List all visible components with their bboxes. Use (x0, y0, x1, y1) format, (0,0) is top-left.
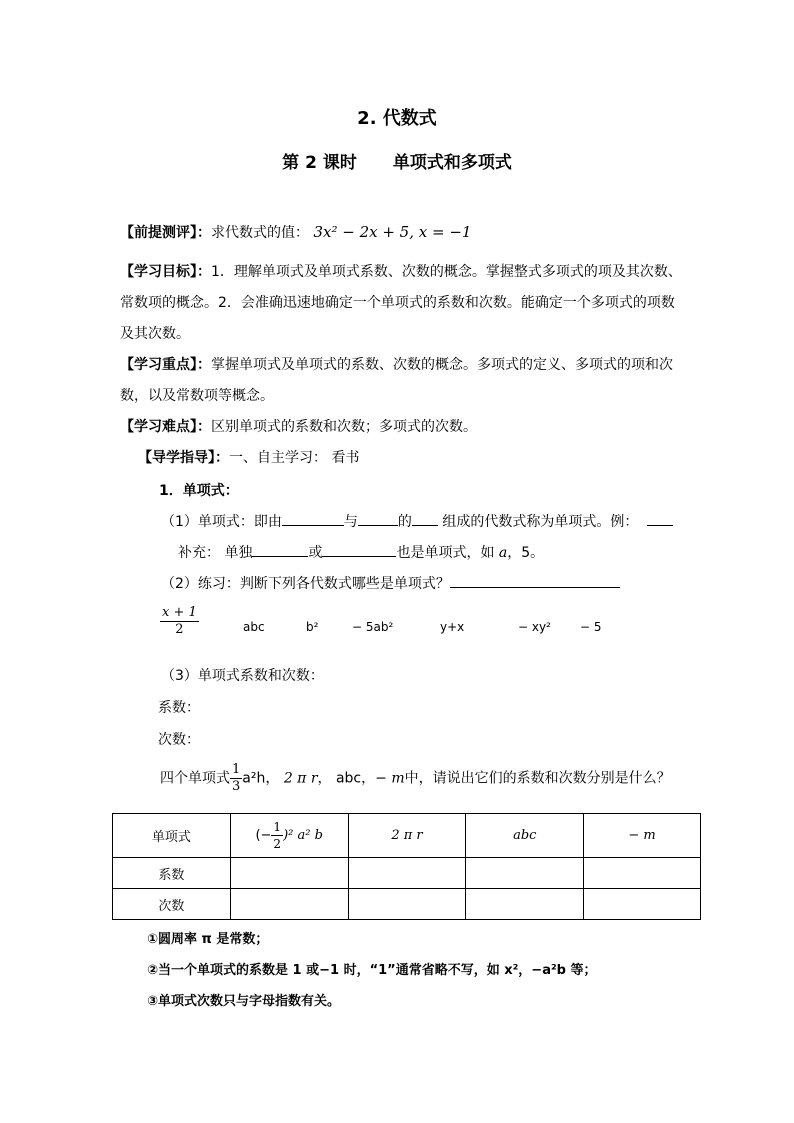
table-cell[interactable] (584, 889, 701, 920)
fraction (230, 762, 242, 795)
item-1-text-b: 与 (343, 514, 358, 530)
item-2-text: （2）练习：判断下列各代数式哪些是单项式？ (161, 576, 450, 592)
table-header-cell: 单项式 (113, 814, 231, 858)
supplement-text-b: 或 (308, 545, 323, 561)
supplement-text-c: 也是单项式，如 (396, 545, 499, 561)
monomial-1-prefix: (− (255, 828, 272, 843)
guide (138, 447, 359, 467)
monomial-1-suffix: )² a² b (283, 828, 323, 843)
lesson-topic: 单项式和多项式 (392, 153, 512, 173)
objectives-text-1: 1．理解单项式及单项式系数、次数的概念。掌握整式多项式的项及其次数、 (211, 264, 682, 280)
key-points-line-2: 数，以及常数项等概念。 (120, 388, 274, 404)
fraction-numerator: x + 1 (162, 605, 197, 620)
example-neg-xy2: − xy² (518, 620, 551, 634)
degree-label: 次数： (158, 732, 200, 748)
table-cell[interactable] (348, 858, 466, 889)
table-row (113, 814, 701, 858)
item-3: （3）单项式系数和次数： (161, 668, 324, 684)
fraction-denominator: 2 (273, 837, 282, 851)
fraction (160, 605, 199, 638)
pre-test-expression: 3x² − 2x + 5, x = −1 (313, 223, 472, 241)
blank[interactable] (647, 511, 673, 526)
pre-test-text: 求代数式的值： (211, 225, 309, 241)
pre-test-label: 【前提测评】： (120, 225, 211, 241)
table-cell[interactable] (348, 889, 466, 920)
table-monomial-4: − m (584, 814, 701, 858)
guide-text: 一、自主学习： 看书 (229, 450, 360, 466)
table-cell[interactable] (230, 889, 348, 920)
supplement-text-e: ，5。 (507, 545, 545, 561)
item-2 (161, 573, 620, 593)
fraction (271, 819, 283, 852)
table-row-label-degree: 次数 (113, 889, 231, 920)
blank[interactable] (322, 542, 396, 557)
lesson-heading (0, 148, 794, 173)
page-title: 2. 代数式 (357, 108, 437, 129)
blank[interactable] (282, 511, 344, 526)
table-cell[interactable] (466, 889, 584, 920)
item-1-text-c: 的 (397, 514, 412, 530)
example-abc: abc (243, 620, 265, 634)
note-1: ①圆周率 π 是常数； (147, 932, 269, 947)
table-monomial-2: 2 π r (348, 814, 466, 858)
blank[interactable] (358, 511, 398, 526)
table-monomial-1 (230, 814, 348, 858)
table-row (113, 889, 701, 920)
fraction-numerator: 1 (232, 762, 241, 777)
objectives-label: 【学习目标】： (120, 264, 211, 280)
difficulties (120, 416, 477, 436)
question-text-f: 中，请说出它们的系数和次数分别是什么？ (404, 770, 671, 787)
difficulties-text: 区别单项式的系数和次数；多项式的次数。 (211, 419, 477, 435)
example-neg-5ab2: − 5ab² (352, 620, 394, 634)
supplement-var: a (498, 545, 508, 561)
example-y-plus-x: y+x (440, 620, 465, 634)
question-2pir: 2 π r (283, 770, 318, 787)
question (160, 762, 671, 795)
lesson-number: 第 2 课时 (282, 153, 357, 173)
question-neg-m: − m (375, 770, 405, 787)
key-points-label: 【学习重点】： (120, 357, 211, 373)
table-cell[interactable] (584, 858, 701, 889)
fraction-numerator: 1 (273, 820, 282, 834)
example-fraction (160, 605, 199, 638)
supplement-text-a: 补充： 单独 (178, 545, 253, 561)
fraction-denominator: 3 (232, 779, 241, 794)
guide-label: 【导学指导】： (138, 450, 229, 466)
fraction-denominator: 2 (175, 622, 184, 637)
item-1-text-d: 组成的代数式称为单项式。例： (437, 514, 639, 530)
blank[interactable] (412, 511, 438, 526)
note-3: ③单项式次数只与字母指数有关。 (147, 994, 341, 1009)
table-cell[interactable] (466, 858, 584, 889)
supplement (178, 542, 544, 562)
question-text-b: a²h， (242, 770, 280, 787)
blank[interactable] (252, 542, 308, 557)
section-1-title: 1．单项式： (159, 483, 239, 499)
table-row (113, 858, 701, 889)
item-1 (161, 511, 673, 531)
objectives-line-2: 常数项的概念。2．会准确迅速地确定一个单项式的系数和次数。能确定一个多项式的项数 (120, 295, 675, 311)
item-1-text-a: （1）单项式：即由 (161, 514, 282, 530)
example-neg-5: − 5 (580, 620, 602, 634)
key-points-text-1: 掌握单项式及单项式的系数、次数的概念。多项式的定义、多项式的项和次 (211, 357, 673, 373)
monomial-table (112, 813, 701, 920)
table-monomial-3: abc (466, 814, 584, 858)
table-cell[interactable] (230, 858, 348, 889)
table-row-label-coef: 系数 (113, 858, 231, 889)
objectives-line-1 (120, 261, 682, 281)
question-text-d: ， abc， (317, 770, 376, 787)
note-2: ②当一个单项式的系数是 1 或−1 时，“1”通常省略不写，如 x²，−a²b 等； (147, 963, 597, 978)
example-b2: b² (306, 620, 319, 634)
pre-test (120, 222, 471, 242)
difficulties-label: 【学习难点】： (120, 419, 211, 435)
coef-label: 系数： (158, 700, 200, 716)
key-points-line-1 (120, 354, 673, 374)
question-text-a: 四个单项式 (160, 770, 230, 787)
objectives-line-3: 及其次数。 (120, 326, 190, 342)
blank[interactable] (450, 573, 620, 588)
